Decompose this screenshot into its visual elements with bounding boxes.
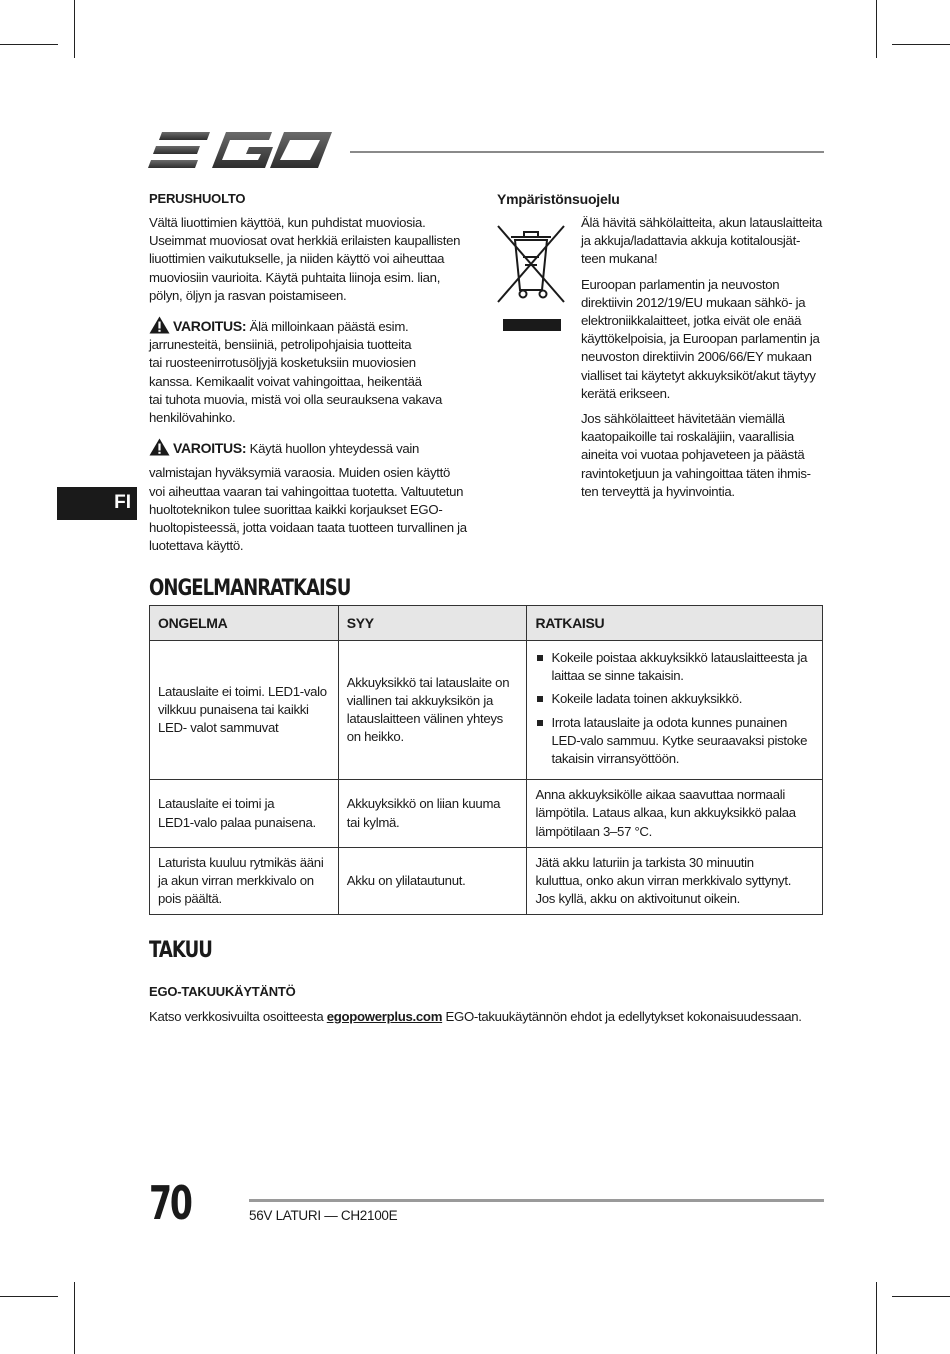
solution-cell: [527, 641, 823, 780]
text-line: ravintoketjuun ja vahingoittaa täten ihmis-: [581, 465, 811, 481]
text-line: Vältä liuottimien käyttöä, kun puhdistat muoviosia.: [149, 215, 426, 230]
maintenance-text: [149, 214, 479, 305]
warranty-link[interactable]: egopowerplus.com: [326, 1009, 443, 1024]
text-line: viallinen tai akkuyksikön ja: [346, 692, 493, 708]
text-line: LED-valo sammuu. Kytke seuraavaksi pistoke: [551, 732, 808, 748]
text-line: Jos sähkölaitteet hävitetään viemällä: [581, 411, 785, 427]
weee-bin-icon: [497, 224, 565, 336]
cause-cell: [338, 847, 527, 915]
table-row: [150, 641, 823, 780]
text-line: Euroopan parlamentin ja neuvoston: [581, 276, 780, 292]
page-number: 70: [149, 1176, 191, 1230]
cause-cell: [338, 780, 527, 848]
table-row: [150, 780, 823, 848]
crop-mark: [74, 1282, 75, 1354]
problem-cell: [150, 641, 339, 780]
text-line: latauslaitteen välinen yhteys: [346, 711, 503, 727]
warning-first-line: [149, 438, 479, 458]
solution-cell: [527, 847, 823, 915]
column-header-solution: RATKAISU: [527, 606, 823, 641]
problem-cell: [150, 847, 339, 915]
footer-product: 56V LATURI — CH2100E: [249, 1208, 398, 1223]
ego-logo-mark: [148, 128, 332, 172]
text-line: elektroniikkalaitteet, jotka eivät ole enää: [581, 313, 802, 329]
text-line: voi aiheuttaa vaaran tai vahingoittaa tuotetta. Valtuutetun: [149, 483, 464, 499]
crop-mark: [74, 0, 75, 58]
text-line: Jätä akku laturiin ja tarkista 30 minuutin: [535, 854, 754, 870]
crop-mark: [876, 0, 877, 58]
text-line: Irrota latauslaite ja odota kunnes punainen: [551, 714, 788, 730]
left-column: [149, 191, 479, 555]
text-line: Anna akkuyksikölle aikaa saavuttaa normaali: [535, 787, 785, 803]
footer-rule: [249, 1199, 824, 1202]
text-line: Käytä huollon yhteydessä vain: [249, 441, 420, 457]
environment-text: [581, 214, 831, 501]
table-row: [150, 847, 823, 915]
crop-mark: [0, 1296, 58, 1297]
text-line: laittaa se sinne takaisin.: [551, 668, 684, 684]
text-line: Useimmat muoviosat ovat herkkiä erilaisten kaupallisten: [149, 233, 461, 249]
troubleshooting-table: [149, 605, 823, 915]
text-line: Jos kyllä, akku on aktivoitunut oikein.: [535, 891, 740, 907]
warning-first-line: [149, 316, 479, 336]
troubleshooting-table-wrap: [149, 605, 823, 915]
language-tab: [57, 487, 137, 520]
warning-block: [149, 438, 479, 555]
solution-item: [535, 649, 814, 685]
text-line: kaatopaikoille tai roskaläjiin, vaarallisia: [581, 429, 794, 445]
text-line: huoltopisteessä, jotta voidaan taata tuotteen turvallinen ja: [149, 520, 467, 536]
text-line: Akku on ylilatautunut.: [346, 873, 466, 889]
table-header-row: [150, 606, 823, 641]
text-line: ja akkuja/ladattavia akkuja kotitalousjät-: [581, 233, 801, 249]
solution-item: [535, 690, 814, 708]
text-line: pölyn, öljyn ja rasvan poistamiseen.: [149, 287, 347, 303]
text-line: Latauslaite ei toimi ja: [158, 796, 275, 812]
warranty-text-before: Katso verkkosivuilta osoitteesta: [149, 1009, 327, 1024]
text-line: ten terveyttä ja hyvinvointia.: [581, 483, 735, 499]
solution-cell: [527, 780, 823, 848]
text-line: ja akun virran merkkivalo on: [158, 873, 314, 889]
solution-list: [535, 649, 814, 768]
text-line: käyttökelpoisia, ja Euroopan parlamentin ja: [581, 331, 820, 347]
text-line: aineita voi vuotaa pohjaveteen ja päästä: [581, 447, 805, 463]
crop-mark: [0, 44, 58, 45]
environment-paragraph: [581, 410, 831, 501]
text-line: Laturista kuuluu rytmikäs ääni: [158, 854, 324, 870]
cause-cell: [338, 641, 527, 780]
environment-heading: Ympäristönsuojelu: [497, 191, 620, 207]
text-line: kanssa. Kemikaalit voivat vahingoittaa, heikentää: [149, 373, 422, 389]
warning-label: VAROITUS:: [173, 440, 247, 457]
text-line: direktiivin 2012/19/EU mukaan sähkö- ja: [581, 294, 806, 310]
text-line: lämpötila. Lataus alkaa, kun akkuyksikkö palaa: [535, 805, 796, 821]
text-line: LED- valot sammuvat: [158, 720, 279, 736]
text-line: kuluttua, onko akun virran merkkivalo syttynyt.: [535, 873, 792, 889]
text-line: muoviosiin vaurioita. Käytä puhtaita liinoja esim. lian,: [149, 269, 441, 285]
text-line: neuvoston direktiivin 2006/66/EY mukaan: [581, 349, 812, 365]
text-line: tai kylmä.: [346, 814, 400, 830]
text-line: Kokeile ladata toinen akkuyksikkö.: [551, 691, 743, 707]
warranty-text-after: EGO-takuukäytännön ehdot ja edellytykset kokonaisuudessaan.: [442, 1009, 802, 1024]
solution-item: [535, 714, 814, 769]
text-line: pois päältä.: [158, 891, 222, 907]
header-rule: [350, 151, 824, 153]
text-line: on heikko.: [346, 729, 404, 745]
text-line: luotettava käyttö.: [149, 538, 244, 554]
problem-cell: [150, 780, 339, 848]
warranty-text: [149, 1008, 849, 1026]
text-line: Akkuyksikkö tai latauslaite on: [346, 674, 510, 690]
maintenance-heading: PERUSHUOLTO: [149, 191, 246, 206]
text-line: lämpötilaan 3–57 °C.: [535, 823, 653, 839]
text-line: Kokeile poistaa akkuyksikkö latauslaitteesta ja: [551, 650, 808, 665]
text-line: kerätä erikseen.: [581, 385, 671, 401]
text-line: Latauslaite ei toimi. LED1-valo: [158, 683, 327, 699]
warning-block: [149, 316, 479, 427]
text-line: takaisin virransyöttöön.: [551, 751, 680, 767]
text-line: tai ruosteenirrotusöljyjä kosketuksiin muoviosien: [149, 355, 416, 371]
text-line: jarrunesteitä, bensiiniä, petrolipohjaisia tuotteita: [149, 337, 412, 353]
crop-mark: [892, 1296, 950, 1297]
text-line: huoltoteknikon tulee suorittaa kaikki korjaukset EGO-: [149, 501, 443, 517]
text-line: liuottimien vaikutukselle, ja niiden käyttö voi aiheuttaa: [149, 251, 445, 267]
warning-label: VAROITUS:: [173, 318, 247, 335]
text-line: Älä hävitä sähkölaitteita, akun latauslaitteita: [581, 215, 823, 230]
text-line: Älä milloinkaan päästä esim.: [249, 319, 409, 335]
warning-triangle-icon: [149, 438, 170, 456]
column-header-cause: SYY: [338, 606, 527, 641]
warning-triangle-icon: [149, 316, 170, 334]
text-line: henkilövahinko.: [149, 410, 236, 426]
environment-paragraph: [581, 276, 831, 403]
crop-mark: [892, 44, 950, 45]
environment-paragraph: [581, 214, 831, 269]
text-line: LED1-valo palaa punaisena.: [158, 814, 316, 830]
language-tab-label: FI: [114, 492, 131, 513]
text-line: valmistajan hyväksymiä varaosia. Muiden osien käyttö: [149, 465, 451, 481]
crop-mark: [876, 1282, 877, 1354]
text-line: tai tuhota muovia, mistä voi olla seurauksena vakava: [149, 391, 443, 407]
warranty-title: TAKUU: [149, 938, 212, 963]
text-line: vialliset tai käytetyt akkuyksiköt/akut täytyy: [581, 367, 816, 383]
ego-logo: [148, 128, 332, 172]
column-header-problem: ONGELMA: [150, 606, 339, 641]
text-line: vilkkuu punaisena tai kaikki: [158, 702, 309, 717]
text-line: teen mukana!: [581, 251, 658, 267]
troubleshooting-title: ONGELMANRATKAISU: [149, 576, 351, 601]
warranty-subheading: EGO-TAKUUKÄYTÄNTÖ: [149, 984, 296, 999]
text-line: Akkuyksikkö on liian kuuma: [346, 796, 501, 812]
